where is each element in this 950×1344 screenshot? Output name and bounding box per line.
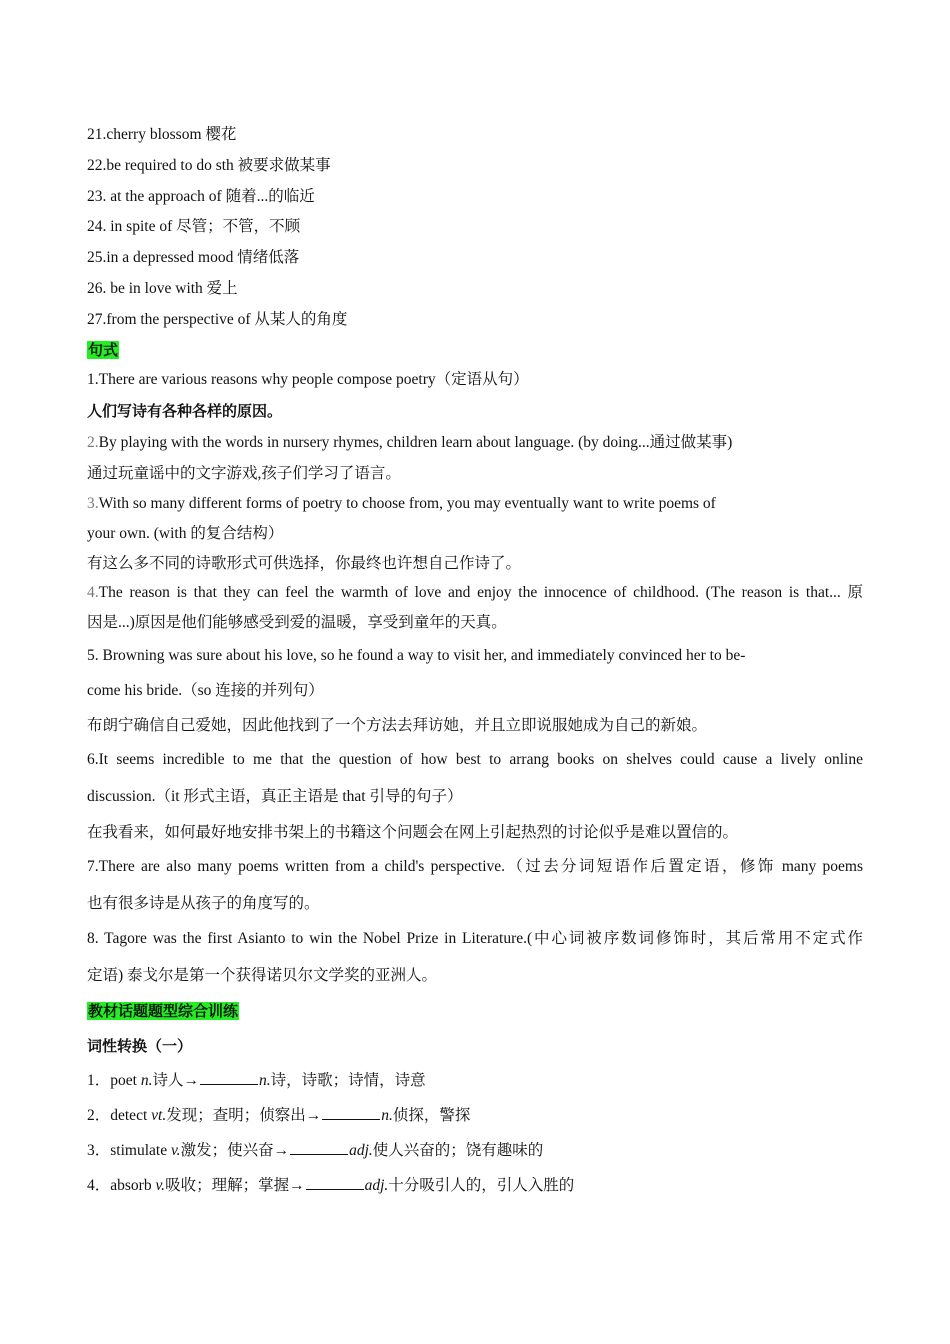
conversion-target-meaning: 侦探，警探 xyxy=(392,1107,471,1124)
sentence-2-text: By playing with the words in nursery rhymes, children learn about language. (by doing...通过做某事) xyxy=(98,434,733,451)
conversion-word: 3．stimulate xyxy=(87,1142,171,1159)
conversion-target-pos: n. xyxy=(381,1107,393,1124)
conversion-item-3 xyxy=(87,1140,543,1161)
conversion-pos: v. xyxy=(155,1177,166,1194)
conversion-meaning: 发现；查明；侦察出→ xyxy=(166,1107,322,1124)
answer-blank[interactable] xyxy=(290,1140,348,1155)
conversion-target-pos: n. xyxy=(258,1072,271,1089)
sentence-3-english-line1 xyxy=(87,494,716,514)
sentence-3-number: 3. xyxy=(87,495,99,512)
answer-blank[interactable] xyxy=(306,1175,364,1190)
sentence-6-chinese: 在我看来，如何最好地安排书架上的书籍这个问题会在网上引起热烈的讨论似乎是难以置信的。 xyxy=(87,824,739,841)
vocab-item-24: 24. in spite of 尽管；不管，不顾 xyxy=(87,218,301,235)
conversion-target-meaning: 十分吸引人的，引人入胜的 xyxy=(388,1177,575,1194)
conversion-word: 4．absorb xyxy=(87,1177,156,1194)
vocab-item-27: 27.from the perspective of 从某人的角度 xyxy=(87,311,348,328)
vocab-item-23: 23. at the approach of 随着...的临近 xyxy=(87,188,315,205)
sentence-8-english-line1: 8. Tagore was the first Asianto to win the Nobel Prize in Literature.(中心词被序数词修饰时，其后常用不定式作 xyxy=(87,930,863,947)
subsection-heading: 词性转换（一） xyxy=(87,1037,193,1055)
conversion-word: 1．poet xyxy=(87,1072,141,1089)
sentence-2-english xyxy=(87,433,732,453)
conversion-item-1 xyxy=(87,1070,426,1091)
conversion-pos: n. xyxy=(140,1072,153,1089)
sentence-1-chinese: 人们写诗有各种各样的原因。 xyxy=(87,402,283,420)
section-heading-sentences xyxy=(87,340,119,361)
sentence-6-english-line1: 6.It seems incredible to me that the question of how best to arrang books on shelves could cause a lively online xyxy=(87,751,863,768)
sentence-5-chinese: 布朗宁确信自己爱她，因此他找到了一个方法去拜访她，并且立即说服她成为自己的新娘。 xyxy=(87,717,708,734)
vocab-item-22: 22.be required to do sth 被要求做某事 xyxy=(87,157,331,174)
vocab-item-21: 21.cherry blossom 樱花 xyxy=(87,126,237,143)
conversion-target-meaning: 使人兴奋的；饶有趣味的 xyxy=(372,1142,544,1159)
sentence-5-english-line1: 5. Browning was sure about his love, so he found a way to visit her, and immediately convinced her to be- xyxy=(87,647,746,664)
conversion-target-pos: adj. xyxy=(364,1177,389,1194)
conversion-meaning: 诗人→ xyxy=(152,1072,199,1089)
sentence-4-english-line2: 因是...)原因是他们能够感受到爱的温暖，享受到童年的天真。 xyxy=(87,614,507,631)
sentence-4-number: 4. xyxy=(87,584,99,601)
vocab-item-25: 25.in a depressed mood 情绪低落 xyxy=(87,249,300,266)
sentence-3-chinese: 有这么多不同的诗歌形式可供选择，你最终也许想自己作诗了。 xyxy=(87,555,522,572)
sentence-1-english: 1.There are various reasons why people compose poetry（定语从句） xyxy=(87,371,529,388)
conversion-item-4 xyxy=(87,1175,574,1196)
sentence-7-english-line1: 7.There are also many poems written from a child's perspective.（过去分词短语作后置定语，修饰 many poems xyxy=(87,858,863,875)
conversion-meaning: 吸收；理解；掌握→ xyxy=(165,1177,305,1194)
section-heading-training-label: 教材话题题型综合训练 xyxy=(88,1002,239,1020)
sentence-7-chinese: 也有很多诗是从孩子的角度写的。 xyxy=(87,895,320,912)
sentence-3-text: With so many different forms of poetry to choose from, you may eventually want to write poems of xyxy=(98,495,716,512)
conversion-target-pos: adj. xyxy=(349,1142,373,1159)
sentence-8-line2: 定语) 泰戈尔是第一个获得诺贝尔文学奖的亚洲人。 xyxy=(87,967,438,984)
conversion-item-2 xyxy=(87,1105,470,1126)
sentence-2-number: 2. xyxy=(87,434,99,451)
conversion-word: 2．detect xyxy=(87,1107,152,1124)
sentence-2-chinese: 通过玩童谣中的文字游戏,孩子们学习了语言。 xyxy=(87,465,401,482)
sentence-5-english-line2: come his bride.（so 连接的并列句） xyxy=(87,682,324,699)
conversion-pos: v. xyxy=(170,1142,181,1159)
section-heading-training xyxy=(87,1001,239,1022)
section-heading-sentences-label: 句式 xyxy=(88,341,119,359)
sentence-3-english-line2: your own. (with 的复合结构） xyxy=(87,525,284,542)
answer-blank[interactable] xyxy=(322,1105,380,1120)
vocab-item-26: 26. be in love with 爱上 xyxy=(87,280,238,297)
conversion-target-meaning: 诗，诗歌；诗情，诗意 xyxy=(270,1072,426,1089)
conversion-meaning: 激发；使兴奋→ xyxy=(180,1142,290,1159)
sentence-4-english-line1 xyxy=(87,583,863,603)
conversion-pos: vt. xyxy=(151,1107,167,1124)
sentence-6-english-line2: discussion.（it 形式主语，真正主语是 that 引导的句子） xyxy=(87,788,463,805)
sentence-4-text: The reason is that they can feel the warmth of love and enjoy the innocence of childhood. (The reason is that... 原 xyxy=(98,584,863,601)
answer-blank[interactable] xyxy=(200,1070,258,1085)
